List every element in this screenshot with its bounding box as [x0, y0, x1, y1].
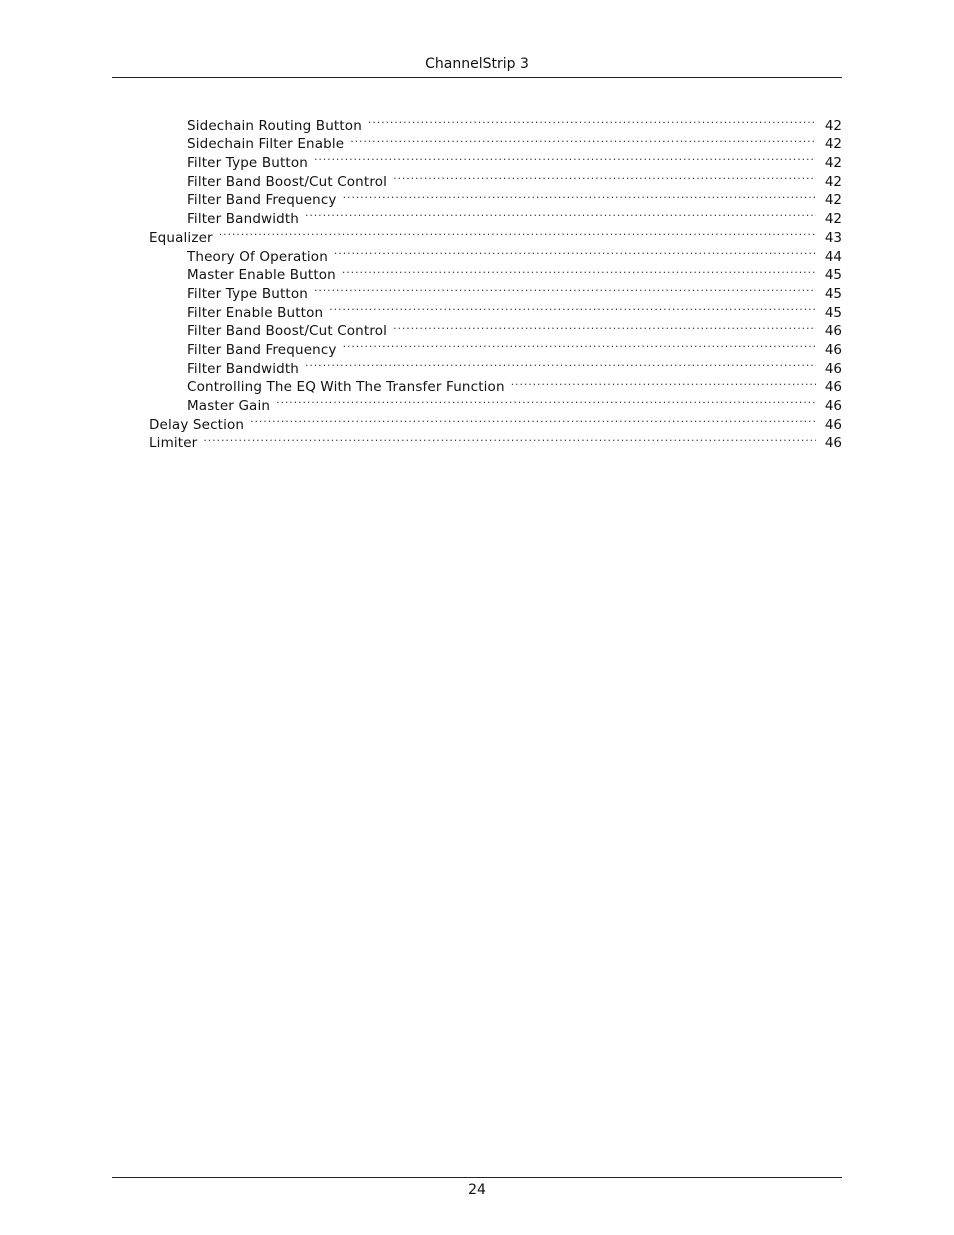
toc-entry[interactable]	[149, 242, 842, 265]
toc-entry-title: Filter Type Button	[187, 285, 308, 302]
toc-leader-dots	[250, 410, 816, 429]
toc-leader-dots	[219, 223, 816, 242]
toc-entry[interactable]	[149, 429, 842, 452]
toc-leader-dots	[314, 279, 816, 298]
toc-entry-page: 46	[824, 416, 842, 433]
toc-leader-dots	[393, 167, 816, 186]
toc-leader-dots	[305, 204, 816, 223]
toc-entry-page: 43	[824, 229, 842, 246]
toc-entry-page: 46	[824, 360, 842, 377]
toc-leader-dots	[393, 317, 816, 336]
toc-entry-title: Delay Section	[149, 416, 245, 433]
toc-entry-title: Filter Band Boost/Cut Control	[187, 173, 388, 190]
toc-entry-page: 45	[824, 267, 842, 284]
toc-entry-title: Sidechain Routing Button	[187, 117, 362, 134]
toc-entry[interactable]	[149, 410, 842, 433]
toc-entry-page: 46	[824, 435, 842, 452]
toc-entry-title: Filter Bandwidth	[187, 211, 299, 228]
toc-entry-title: Master Enable Button	[187, 267, 336, 284]
toc-entry-title: Equalizer	[149, 229, 213, 246]
table-of-contents	[149, 111, 842, 452]
toc-leader-dots	[276, 391, 816, 410]
toc-entry-page: 46	[824, 379, 842, 396]
toc-entry-title: Theory Of Operation	[187, 248, 328, 265]
toc-entry-page: 42	[824, 136, 842, 153]
toc-entry-page: 42	[824, 211, 842, 228]
toc-entry-title: Limiter	[149, 435, 198, 452]
toc-entry-page: 45	[824, 304, 842, 321]
toc-entry-page: 46	[824, 341, 842, 358]
toc-entry-title: Filter Band Frequency	[187, 341, 337, 358]
toc-entry-page: 42	[824, 192, 842, 209]
toc-entry-page: 42	[824, 155, 842, 172]
toc-entry-title: Controlling The EQ With The Transfer Function	[187, 379, 505, 396]
toc-leader-dots	[342, 261, 816, 280]
toc-leader-dots	[203, 429, 816, 448]
toc-leader-dots	[350, 130, 816, 149]
toc-entry-title: Filter Band Frequency	[187, 192, 337, 209]
toc-entry-title: Master Gain	[187, 398, 271, 414]
toc-entry-page: 42	[824, 173, 842, 190]
toc-leader-dots	[368, 111, 816, 130]
toc-entry-title: Filter Band Boost/Cut Control	[187, 323, 388, 340]
page-number: 24	[468, 1182, 486, 1198]
toc-entry[interactable]	[149, 111, 842, 134]
header-rule	[112, 77, 842, 78]
toc-entry-page: 42	[824, 117, 842, 134]
toc-leader-dots	[511, 373, 816, 392]
running-header-title: ChannelStrip 3	[425, 56, 529, 72]
toc-entry-title: Filter Enable Button	[187, 304, 324, 321]
toc-leader-dots	[334, 242, 816, 261]
toc-entry-title: Filter Type Button	[187, 155, 308, 172]
toc-entry-page: 44	[824, 248, 842, 265]
toc-leader-dots	[343, 186, 816, 205]
footer-rule	[112, 1177, 842, 1178]
toc-entry-page: 46	[824, 398, 842, 414]
toc-leader-dots	[343, 335, 816, 354]
toc-entry-title: Filter Bandwidth	[187, 360, 299, 377]
toc-leader-dots	[314, 148, 816, 167]
toc-entry-title: Sidechain Filter Enable	[187, 136, 345, 153]
toc-entry-page: 46	[824, 323, 842, 340]
toc-entry[interactable]	[149, 223, 842, 246]
toc-leader-dots	[305, 354, 816, 373]
toc-entry-page: 45	[824, 285, 842, 302]
toc-leader-dots	[329, 298, 816, 317]
